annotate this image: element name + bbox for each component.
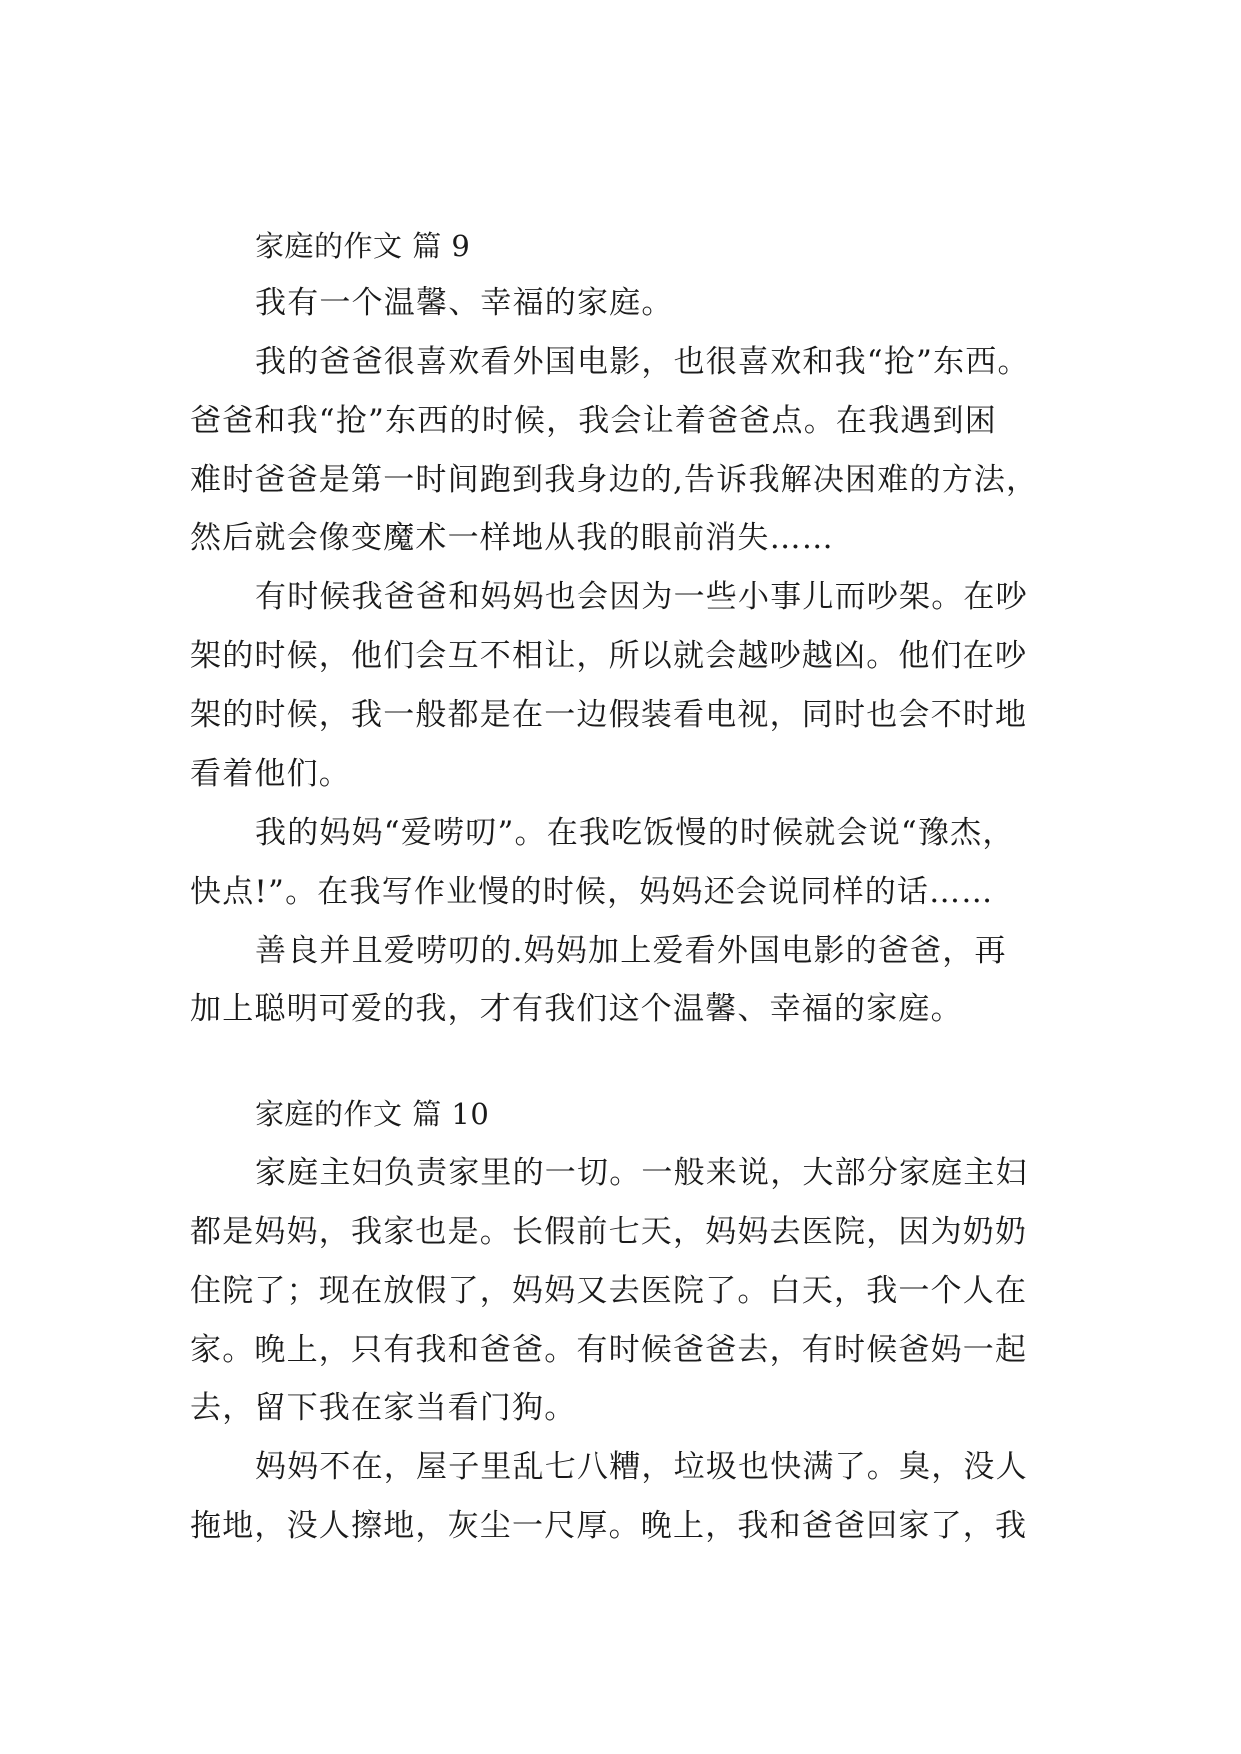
section-heading: 家庭的作文 篇 10 [255,1097,490,1131]
paragraph-line: 加上聪明可爱的我，才有我们这个温馨、幸福的家庭。 [190,991,963,1027]
paragraph-line: 看着他们。 [190,756,351,792]
paragraph-line: 善良并且爱唠叨的.妈妈加上爱看外国电影的爸爸，再 [255,933,1007,969]
paragraph-line: 我有一个温馨、幸福的家庭。 [255,285,674,321]
paragraph-line: 架的时候，我一般都是在一边假装看电视，同时也会不时地 [190,697,1028,733]
paragraph-line: 我的妈妈“爱唠叨”。在我吃饭慢的时候就会说“豫杰， [255,815,1015,851]
paragraph-line: 都是妈妈，我家也是。长假前七天，妈妈去医院，因为奶奶 [190,1214,1028,1250]
paragraph-line: 家庭主妇负责家里的一切。一般来说，大部分家庭主妇 [255,1155,1028,1191]
paragraph-line: 难时爸爸是第一时间跑到我身边的,告诉我解决困难的方法， [190,462,1039,498]
paragraph-line: 拖地，没人擦地，灰尘一尺厚。晚上，我和爸爸回家了，我 [190,1508,1028,1544]
paragraph-line: 有时候我爸爸和妈妈也会因为一些小事儿而吵架。在吵 [255,579,1028,615]
section-heading: 家庭的作文 篇 9 [255,229,471,263]
paragraph-line: 爸爸和我“抢”东西的时候，我会让着爸爸点。在我遇到困 [190,403,997,439]
paragraph-line: 去，留下我在家当看门狗。 [190,1390,577,1426]
paragraph-line: 架的时候，他们会互不相让，所以就会越吵越凶。他们在吵 [190,638,1028,674]
paragraph-line: 住院了；现在放假了，妈妈又去医院了。白天，我一个人在 [190,1273,1028,1309]
paragraph-line: 妈妈不在，屋子里乱七八糟，垃圾也快满了。臭，没人 [255,1449,1028,1485]
paragraph-line: 家。晚上，只有我和爸爸。有时候爸爸去，有时候爸妈一起 [190,1332,1028,1368]
paragraph-line: 快点!”。在我写作业慢的时候，妈妈还会说同样的话…… [190,874,994,910]
paragraph-line: 然后就会像变魔术一样地从我的眼前消失…… [190,520,834,556]
paragraph-line: 我的爸爸很喜欢看外国电影，也很喜欢和我“抢”东西。 [255,344,1030,380]
